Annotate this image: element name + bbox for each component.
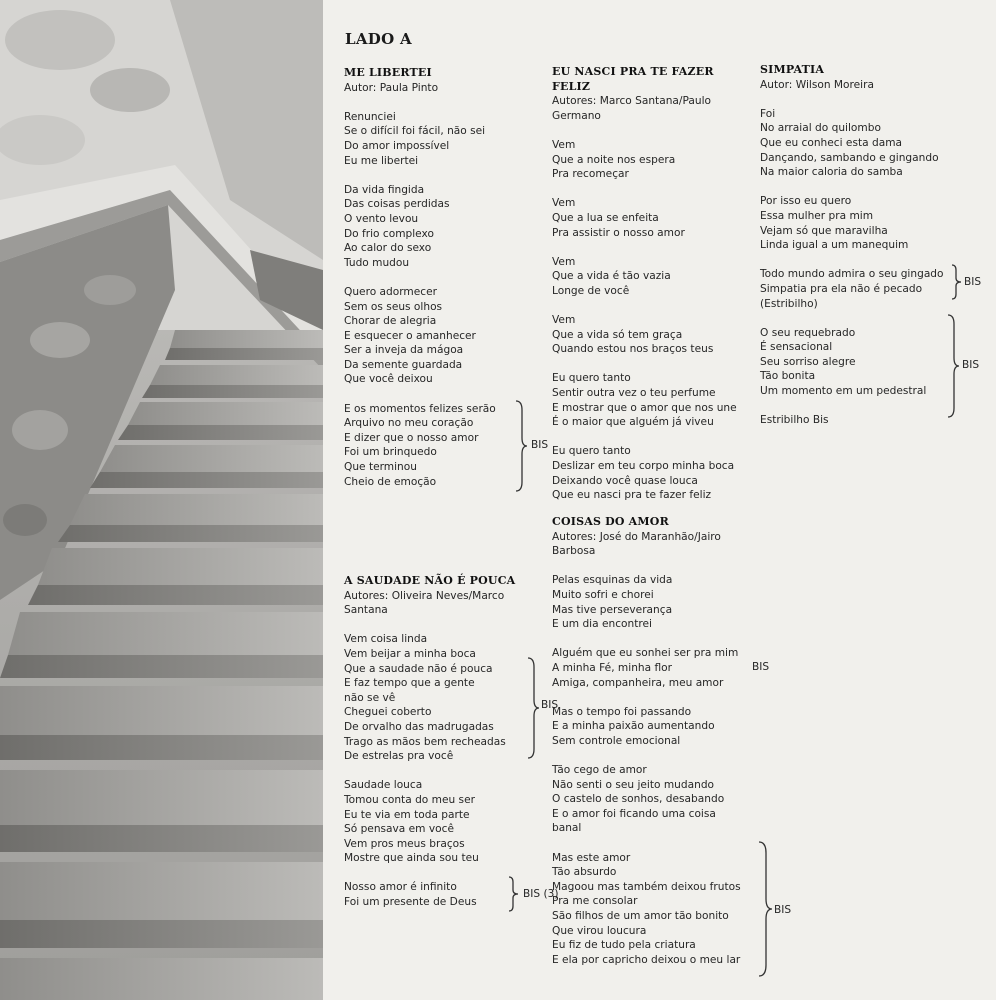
stanza-bis [760,267,990,311]
song-simpatia [760,63,990,428]
lyric-line: É sensacional [760,341,833,354]
stanza [760,107,990,180]
song-title: A SAUDADE NÃO É POUCA [344,574,516,587]
repeat-brace-icon [526,657,540,759]
staircase-photo [0,0,323,1000]
lyric-line: Na maior caloria do samba [760,166,903,179]
lyric-line: Tão absurdo [552,866,617,879]
lyric-line: Simpatia pra ela não é pecado [760,282,923,295]
lyric-line: Eu fiz de tudo pela criatura [552,939,696,952]
lyric-line: Vem pros meus braços [344,837,465,850]
lyric-line: Que terminou [344,461,417,474]
lyric-line: Que a vida só tem graça [552,328,683,341]
lyric-line: Estribilho Bis [760,414,829,427]
lyric-line: Tomou conta do meu ser [344,793,475,806]
stanza [344,110,544,168]
lyric-line: Muito sofri e chorei [552,588,654,601]
lyric-line: E o amor foi ficando uma coisa [552,807,716,820]
lyric-line: Sentir outra vez o teu perfume [552,387,716,400]
lyric-line: Sem controle emocional [552,734,681,747]
song-coisas-do-amor [552,515,792,967]
lyric-line: Vejam só que maravilha [760,224,888,237]
stanza [552,255,752,299]
lyric-line: E ela por capricho deixou o meu lar [552,953,741,966]
lyric-line: Do amor impossível [344,139,450,152]
lyric-line: Eu quero tanto [552,372,631,385]
lyric-line: De orvalho das madrugadas [344,720,494,733]
lyric-line: Cheio de emoção [344,475,437,488]
stanza [344,183,544,271]
lyric-line: E mostrar que o amor que nos une [552,401,737,414]
lyric-line: Vem beijar a minha boca [344,647,476,660]
side-title: LADO A [345,30,412,48]
lyric-line: Ser a inveja da mágoa [344,344,464,357]
lyric-line: Renunciei [344,110,396,123]
bis-label: BIS [531,438,549,451]
stanza [344,778,554,866]
lyric-line: Pra assistir o nosso amor [552,226,685,239]
lyric-line: Chorar de alegria [344,315,437,328]
stanza [344,285,544,387]
lyric-line: Foi um presente de Deus [344,896,477,909]
stanza-bis [552,851,792,968]
song-author: Autores: Oliveira Neves/Marco Santana [344,589,505,617]
lyric-line: Arquivo no meu coração [344,417,474,430]
lyric-line: Pra me consolar [552,895,638,908]
lyric-line: O seu requebrado [760,326,856,339]
stanza-bis [344,402,549,490]
song-title: ME LIBERTEI [344,66,432,79]
lyric-line: Que a vida é tão vazia [552,270,671,283]
lyric-line: Que a lua se enfeita [552,211,659,224]
lyric-line: E faz tempo que a gente [344,677,475,690]
lyric-line: Vem [552,197,576,210]
lyric-line: Deixando você quase louca [552,474,698,487]
lyric-line: Da vida fingida [344,183,425,196]
lyric-line: banal [552,822,582,835]
lyric-line: Tudo mudou [344,256,410,269]
stanza [552,444,752,502]
stanza [760,413,990,428]
stanza-bis [552,646,792,690]
lyric-line: Deslizar em teu corpo minha boca [552,460,735,473]
lyric-line: Que virou loucura [552,924,647,937]
lyric-line: Só pensava em você [344,823,454,836]
lyric-line: Foi um brinquedo [344,446,437,459]
lyric-line: Mostre que ainda sou teu [344,852,479,865]
lyric-line: Dançando, sambando e gingando [760,151,939,164]
lyric-line: Pra recomeçar [552,168,629,181]
song-author: Autor: Paula Pinto [344,81,439,94]
lyric-line: Que eu nasci pra te fazer feliz [552,489,712,502]
lyric-line: Por isso eu quero [760,195,852,208]
lyric-line: Vem [552,314,576,327]
lyric-line: O vento levou [344,212,419,225]
song-title: EU NASCI PRA TE FAZER FELIZ [552,65,714,93]
lyric-line: Mas o tempo foi passando [552,705,692,718]
lyric-line: Do frio complexo [344,227,434,240]
stanza [552,313,752,357]
stanza [552,573,792,631]
lyric-line: Trago as mãos bem recheadas [344,735,506,748]
stanza-bis [344,632,559,763]
lyric-line: No arraial do quilombo [760,122,881,135]
lyric-line: Sem os seus olhos [344,300,443,313]
lyric-line: Cheguei coberto [344,706,432,719]
lyric-line: Magoou mas também deixou frutos [552,880,741,893]
lyric-line: Seu sorriso alegre [760,355,856,368]
stanza-bis-3 [344,880,559,909]
lyric-line: Eu me libertei [344,154,419,167]
lyric-line: De estrelas pra você [344,750,454,763]
lyric-line: Eu te via em toda parte [344,808,470,821]
bis-label: BIS [541,699,559,712]
lyric-line: Amiga, companheira, meu amor [552,676,724,689]
lyric-line: A minha Fé, minha flor [552,661,672,674]
song-eu-nasci-pra-te-fazer-feliz [552,65,752,503]
lyric-line: Saudade louca [344,779,423,792]
lyric-line: Das coisas perdidas [344,198,450,211]
lyric-line: E dizer que o nosso amor [344,431,479,444]
lyric-line: Tão cego de amor [552,764,647,777]
lyric-line: Longe de você [552,284,630,297]
stanza [552,705,792,749]
lyric-line: Ao calor do sexo [344,242,432,255]
bis-label: BIS [962,358,980,371]
repeat-brace-icon [507,876,519,912]
lyric-line: Pelas esquinas da vida [552,574,673,587]
stanza [552,196,752,240]
bis-label: BIS [752,661,770,674]
lyric-line: Se o difícil foi fácil, não sei [344,125,486,138]
lyric-line: Tão bonita [760,370,816,383]
lyric-line: Mas tive perseverança [552,603,673,616]
lyric-line: Foi [760,107,776,120]
lyric-line: Que eu conheci esta dama [760,136,903,149]
lyric-line: Alguém que eu sonhei ser pra mim [552,647,739,660]
lyric-line: Que você deixou [344,373,433,386]
stanza-bis [760,326,990,399]
song-author: Autores: José do Maranhão/Jairo Barbosa [552,530,721,558]
stanza [552,763,792,836]
lyric-line: É o maior que alguém já viveu [552,416,714,429]
bis-label: BIS [964,276,982,289]
stanza [552,138,752,182]
lyric-line: Que a saudade não é pouca [344,662,493,675]
lyric-line: Vem [552,138,576,151]
song-title: COISAS DO AMOR [552,515,669,528]
lyric-line: E os momentos felizes serão [344,402,496,415]
lyric-line: E a minha paixão aumentando [552,720,715,733]
stanza [552,371,752,429]
lyric-line: E um dia encontrei [552,618,652,631]
lyric-line: Linda igual a um manequim [760,239,909,252]
lyric-line: Todo mundo admira o seu gingado [760,268,944,281]
repeat-brace-icon [950,264,962,300]
lyric-line: Não senti o seu jeito mudando [552,778,715,791]
bis-3-label: BIS (3) [523,888,559,901]
song-me-libertei [344,66,549,489]
lyric-line: São filhos de um amor tão bonito [552,910,729,923]
lyric-line: Mas este amor [552,851,631,864]
lyric-line: O castelo de sonhos, desabando [552,793,725,806]
repeat-brace-icon [514,400,528,492]
lyrics-page [323,0,996,1000]
lyric-line: Vem coisa linda [344,633,428,646]
lyric-line: não se vê [344,691,396,704]
repeat-brace-icon [757,841,773,977]
lyric-line: Nosso amor é infinito [344,881,457,894]
song-author: Autores: Marco Santana/Paulo Germano [552,95,712,122]
lyric-line: Quando estou nos braços teus [552,343,714,356]
lyric-line: Vem [552,255,576,268]
song-a-saudade-nao-e-pouca [344,574,559,910]
lyric-line: E esquecer o amanhecer [344,329,476,342]
song-author: Autor: Wilson Moreira [760,78,874,91]
lyric-line: (Estribilho) [760,297,818,310]
lyric-line: Essa mulher pra mim [760,209,874,222]
lyric-line: Da semente guardada [344,358,463,371]
lyric-line: Um momento em um pedestral [760,385,927,398]
staircase-illustration [0,0,323,1000]
bis-label: BIS [774,903,792,916]
repeat-brace-icon [946,314,960,418]
lyric-line: Que a noite nos espera [552,153,676,166]
lyric-line: Eu quero tanto [552,445,631,458]
song-title: SIMPATIA [760,63,825,76]
lyric-line: Quero adormecer [344,285,437,298]
stanza [760,194,990,252]
